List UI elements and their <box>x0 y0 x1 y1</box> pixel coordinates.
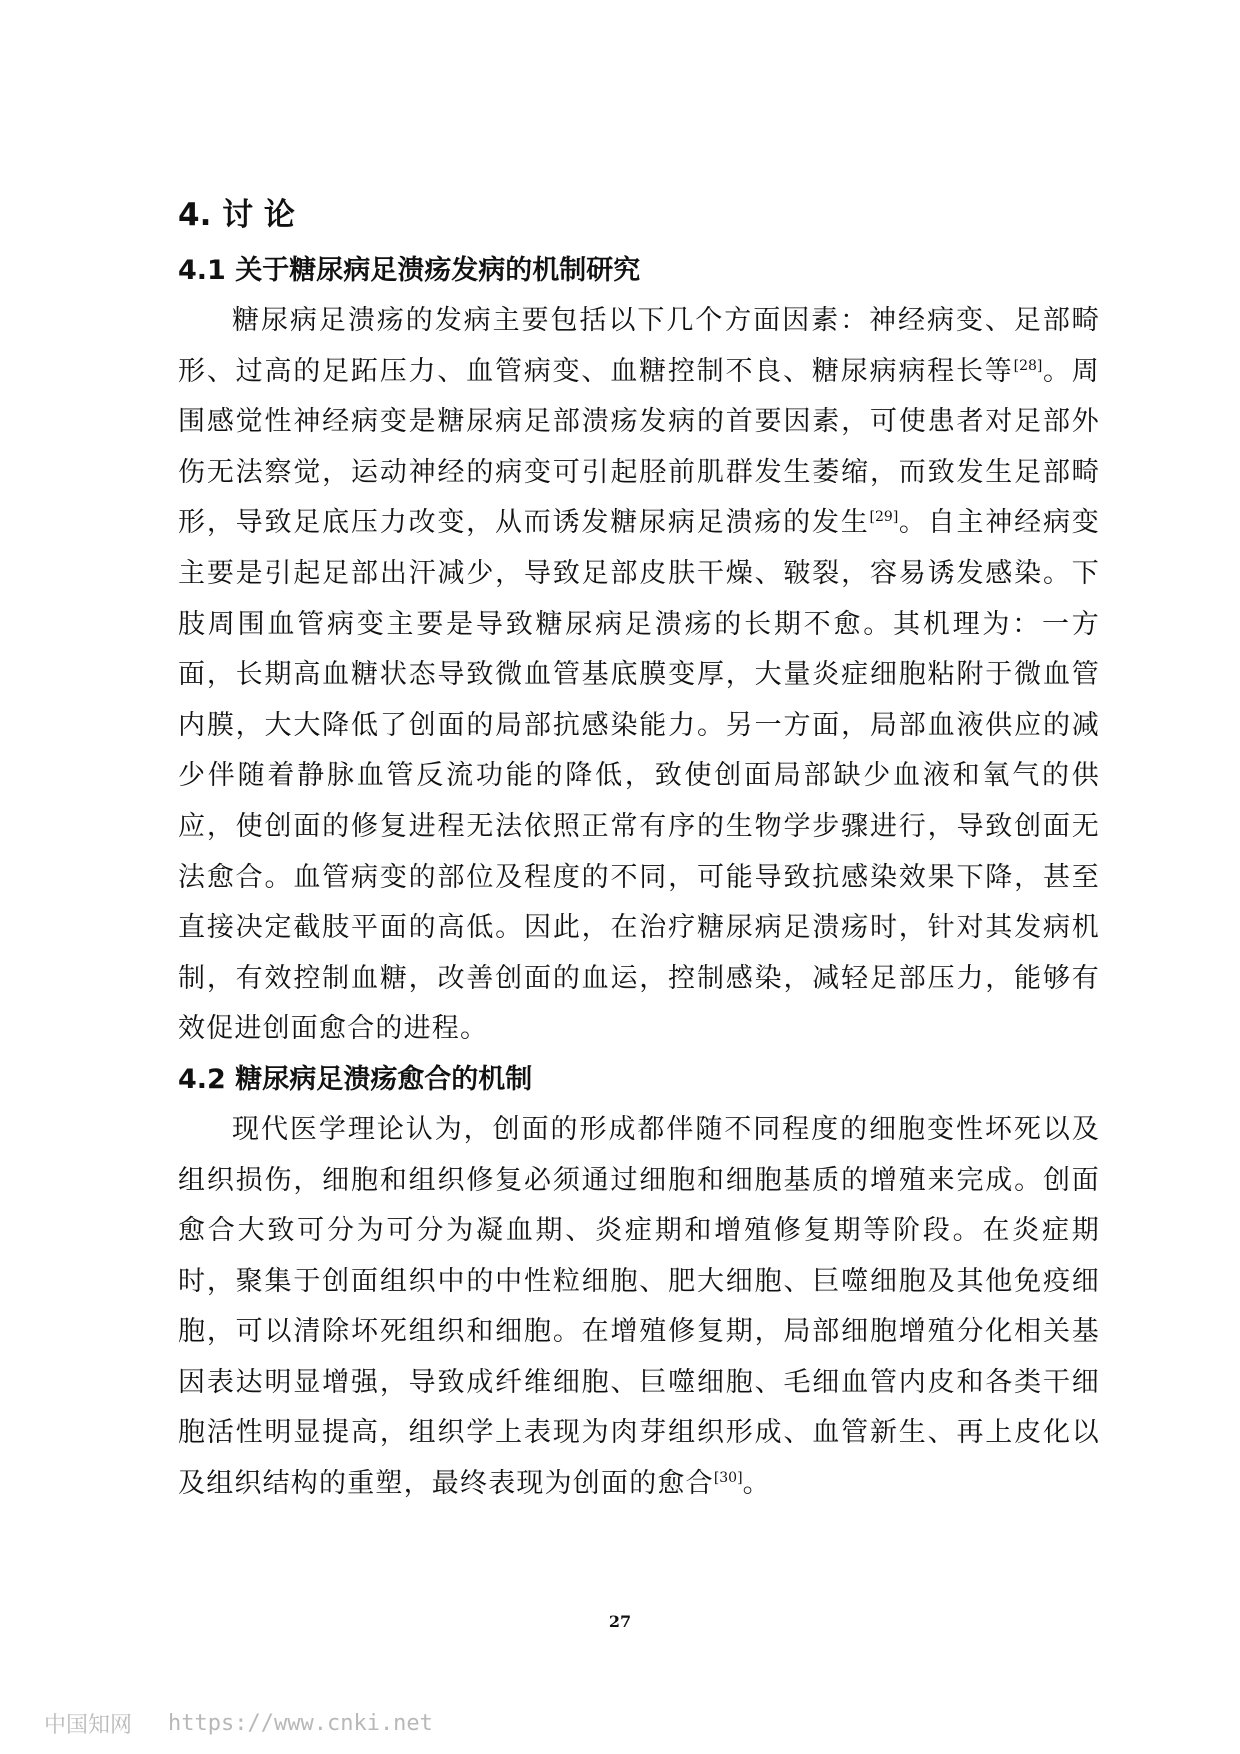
page-number: 27 <box>608 1612 632 1631</box>
paragraph-text: 现代医学理论认为，创面的形成都伴随不同程度的细胞变性坏死以及组织损伤，细胞和组织修复必须通过细胞和细胞基质的增殖来完成。创面愈合大致可分为可分为凝血期、炎症期和增殖修复期等阶段。在炎症期时，聚集于创面组织中的中性粒细胞、肥大细胞、巨噬细胞及其他免疫细胞，可以清除坏死组织和细胞。在增殖修复期，局部细胞增殖分化相关基因表达明显增强，导致成纤维细胞、巨噬细胞、毛细血管内皮和各类干细胞活性明显提高，组织学上表现为肉芽组织形成、血管新生、再上皮化以及组织结构的重塑，最终表现为创面的愈合 <box>178 1113 1100 1500</box>
section-heading-4-1: 4.1 关于糖尿病足溃疡发病的机制研究 <box>178 255 641 286</box>
watermark-footer <box>44 1708 433 1739</box>
paragraph-text: 糖尿病足溃疡的发病主要包括以下几个方面因素：神经病变、足部畸形、过高的足跖压力、血管病变、血糖控制不良、糖尿病病程长等 <box>178 305 1100 387</box>
cnki-url: https://www.cnki.net <box>168 1711 433 1736</box>
page-content <box>178 190 1100 1510</box>
citation-28: [28] <box>1013 357 1043 374</box>
cnki-logo-text: 中国知网 <box>44 1713 133 1738</box>
paragraph-text: 。 <box>742 1468 771 1500</box>
citation-29: [29] <box>869 509 899 526</box>
paragraph-text: 。周围感觉性神经病变是糖尿病足部溃疡发病的首要因素，可使患者对足部外伤无法察觉，运动神经的病变可引起胫前肌群发生萎缩，而致发生足部畸形，导致足底压力改变，从而诱发糖尿病足溃疡的发生 <box>178 355 1100 539</box>
paragraph-text: 。自主神经病变主要是引起足部出汗减少，导致足部皮肤干燥、皲裂，容易诱发感染。下肢周围血管病变主要是导致糖尿病足溃疡的长期不愈。其机理为：一方面，长期高血糖状态导致微血管基底膜变厚，大量炎症细胞粘附于微血管内膜，大大降低了创面的局部抗感染能力。另一方面，局部血液供应的减少伴随着静脉血管反流功能的降低，致使创面局部缺少血液和氧气的供应，使创面的修复进程无法依照正常有序的生物学步骤进行，导致创面无法愈合。血管病变的部位及程度的不同，可能导致抗感染效果下降，甚至直接决定截肢平面的高低。因此，在治疗糖尿病足溃疡时，针对其发病机制，有效控制血糖，改善创面的血运，控制感染，减轻足部压力，能够有效促进创面愈合的进程。 <box>178 507 1100 1045</box>
chapter-heading: 4. 讨 论 <box>178 197 295 233</box>
section-heading-4-2: 4.2 糖尿病足溃疡愈合的机制 <box>178 1063 533 1095</box>
citation-30: [30] <box>713 1470 743 1487</box>
section-4-1-paragraph <box>178 296 1100 1055</box>
section-4-2-paragraph <box>178 1105 1100 1510</box>
